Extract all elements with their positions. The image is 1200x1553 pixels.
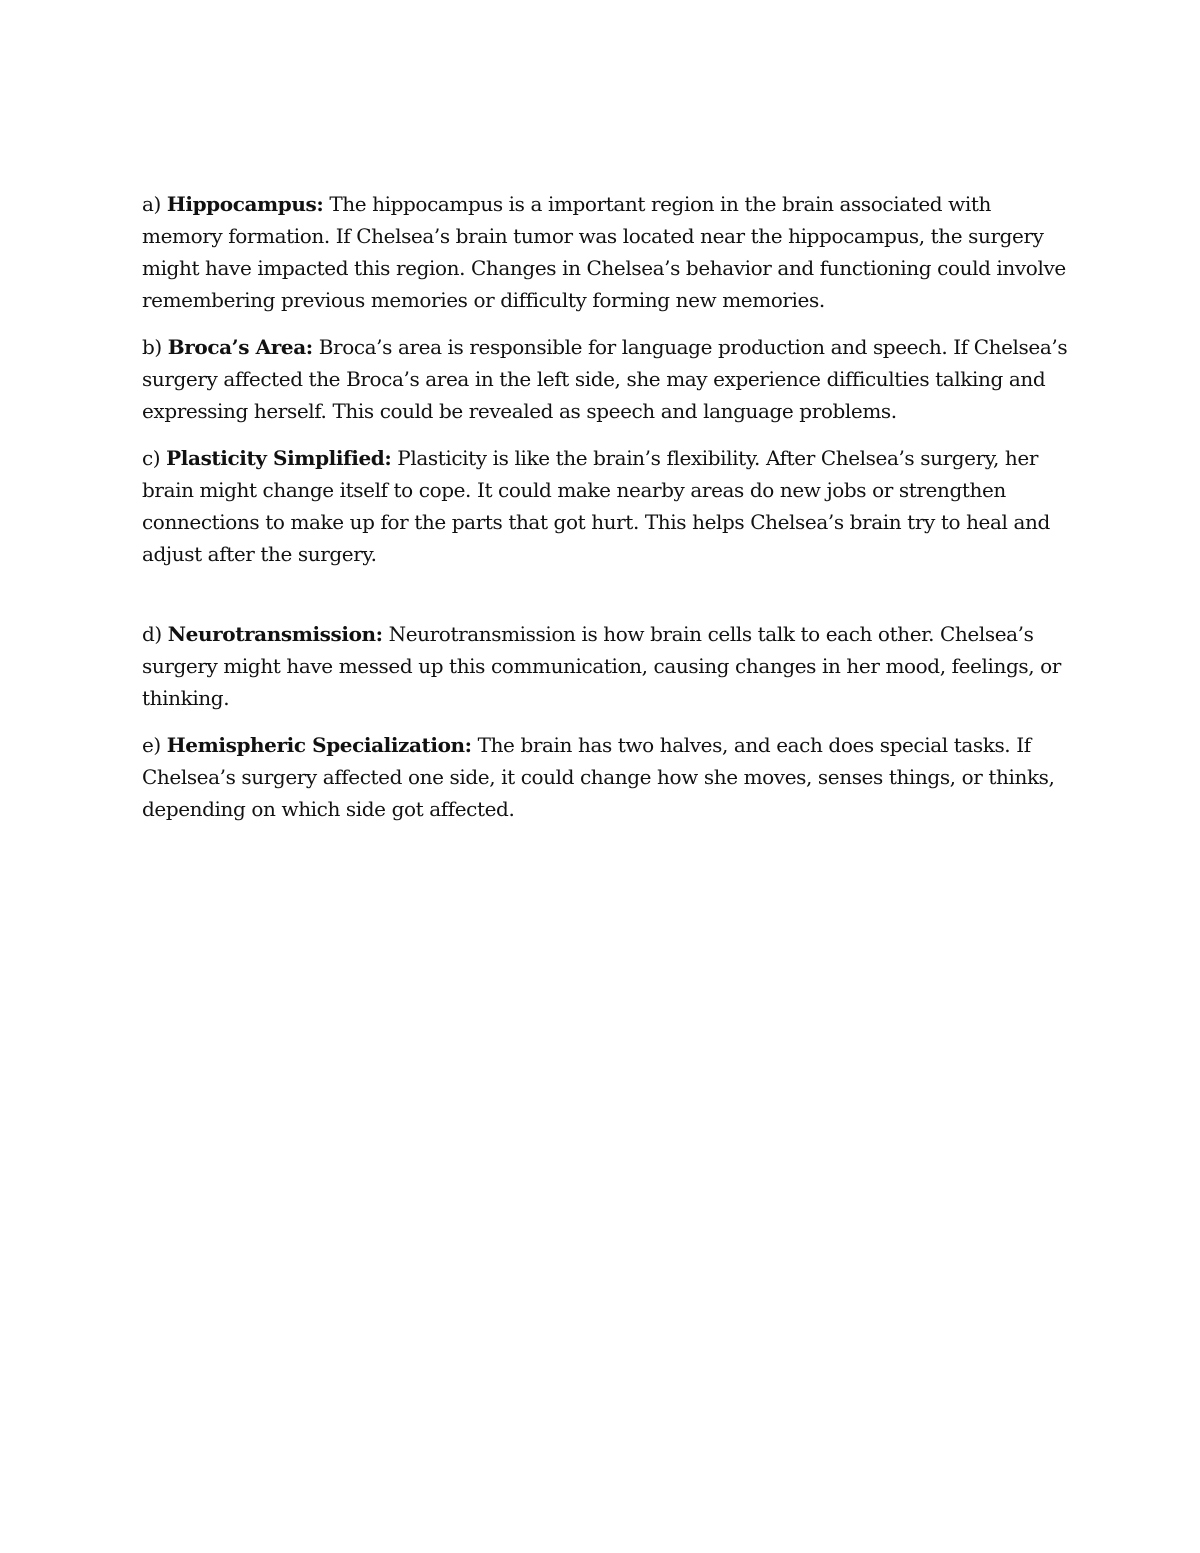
term-heading: Broca’s Area: [167, 335, 313, 359]
item-marker: d) [142, 622, 168, 646]
paragraph-plasticity [142, 442, 1072, 570]
paragraph-hemispheric-specialization [142, 729, 1072, 825]
paragraph-text: The brain has two halves, and each does special tasks. If Chelsea’s surgery affected one side, it could change how she moves, senses things, or thinks, depending on which side got affected. [142, 733, 1055, 821]
term-heading: Neurotransmission: [167, 622, 383, 646]
paragraph-hippocampus [142, 188, 1072, 316]
item-marker: a) [142, 192, 167, 216]
paragraph-text: Plasticity is like the brain’s flexibility. After Chelsea’s surgery, her brain might change itself to cope. It could make nearby areas do new jobs or strengthen connections to make up for the parts that got hurt. This helps Chelsea’s brain try to heal and adjust after the surgery. [142, 446, 1050, 566]
paragraph-text: Neurotransmission is how brain cells talk to each other. Chelsea’s surgery might have messed up this communication, causing changes in her mood, feelings, or thinking. [142, 622, 1061, 710]
paragraph-text: Broca’s area is responsible for language production and speech. If Chelsea’s surgery affected the Broca’s area in the left side, she may experience difficulties talking and expressing herself. This could be revealed as speech and language problems. [142, 335, 1068, 423]
paragraph-neurotransmission [142, 618, 1072, 714]
term-heading: Hemispheric Specialization: [166, 733, 472, 757]
term-heading: Hippocampus: [166, 192, 324, 216]
document-body [142, 188, 1072, 840]
item-marker: e) [142, 733, 167, 757]
paragraph-text: The hippocampus is a important region in the brain associated with memory formation. If Chelsea’s brain tumor was located near the hippocampus, the surgery might have impacted this region. Changes in Chelsea’s behavior and functioning could involve remembering previous memories or difficulty forming new memories. [142, 192, 1066, 312]
paragraph-brocas-area [142, 331, 1072, 427]
term-heading: Plasticity Simplified: [166, 446, 392, 470]
item-marker: b) [142, 335, 168, 359]
item-marker: c) [142, 446, 167, 470]
